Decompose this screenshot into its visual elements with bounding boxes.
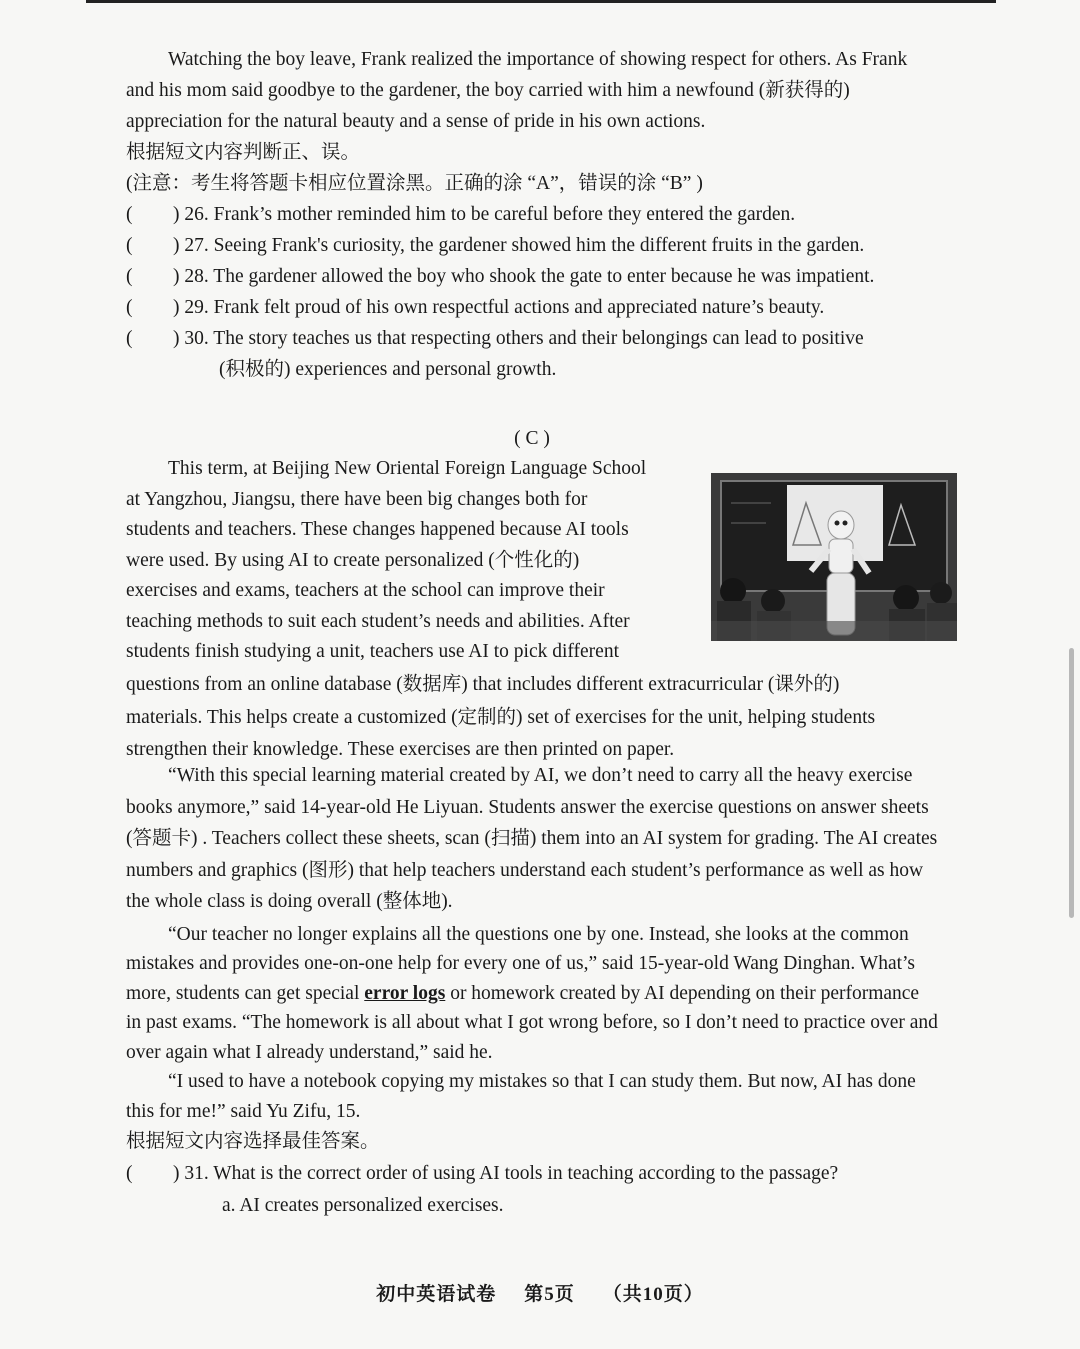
answer-blank: ( bbox=[126, 297, 133, 318]
question-number: 28. bbox=[184, 266, 209, 287]
question-29: ( ) 29. Frank felt proud of his own respectful actions and appreciated nature’s beauty. bbox=[126, 292, 938, 323]
answer-blank: ( bbox=[126, 204, 133, 225]
question-text: The gardener allowed the boy who shook the gate to enter because he was impatient. bbox=[213, 266, 875, 287]
p3-text-after: or homework created by AI depending on their performance in past exams. “The homework is all about what I got wrong before, so I don’t need to practice over and over again what I already understand,” said he. bbox=[126, 982, 938, 1063]
answer-blank: ( bbox=[126, 1163, 133, 1184]
footer-page: 第5页 bbox=[524, 1284, 575, 1305]
answer-blank: ( bbox=[126, 266, 133, 287]
p1-line: exercises and exams, teachers at the school can improve their bbox=[126, 580, 605, 601]
question-text: Seeing Frank's curiosity, the gardener showed him the different fruits in the garden. bbox=[213, 235, 865, 256]
question-26: ( ) 26. Frank’s mother reminded him to be careful before they entered the garden. bbox=[126, 199, 938, 230]
question-30: ( ) 30. The story teaches us that respecting others and their belongings can lead to positive bbox=[126, 323, 938, 354]
footer-total: （共10页） bbox=[602, 1284, 704, 1305]
p1-line: teaching methods to suit each student’s needs and abilities. After bbox=[126, 610, 630, 632]
part-c-instruction: 根据短文内容选择最佳答案。 bbox=[126, 1131, 380, 1152]
question-number: 26. bbox=[184, 204, 209, 225]
question-number: 27. bbox=[184, 235, 209, 256]
part-c-paragraph-4: “I used to have a notebook copying my mistakes so that I can study them. But now, AI has done this for me!” said Yu Zifu, 15. bbox=[126, 1071, 916, 1122]
p1-line: materials. This helps create a customized (定制的) set of exercises for the unit, helping students bbox=[126, 706, 876, 728]
part-b-section bbox=[126, 44, 938, 385]
question-28: ( ) 28. The gardener allowed the boy who shook the gate to enter because he was impatient. bbox=[126, 261, 938, 292]
question-number: 30. bbox=[184, 328, 209, 349]
part-c-heading: ( C ) bbox=[514, 428, 550, 449]
answer-blank: ( bbox=[126, 328, 133, 349]
part-b-note: (注意：考生将答题卡相应位置涂黑。正确的涂 “A”，错误的涂 “B” ) bbox=[126, 173, 703, 194]
p1-line: were used. By using AI to create personalized (个性化的) bbox=[126, 549, 580, 571]
part-c-rest bbox=[126, 760, 938, 1221]
footer-title: 初中英语试卷 bbox=[376, 1284, 497, 1305]
scrollbar-thumb[interactable] bbox=[1069, 648, 1074, 918]
part-c-paragraph-3 bbox=[126, 920, 938, 1068]
question-number: 31. bbox=[184, 1163, 209, 1184]
top-rule bbox=[86, 0, 996, 3]
error-logs-term: error logs bbox=[364, 982, 446, 1004]
part-c-paragraph-2: “With this special learning material created by AI, we don’t need to carry all the heavy exercise books anymore,” said 14-year-old He Liyuan. Students answer the exercise questions on answer sheets (答题卡) . Teachers collect these sheets, scan (扫描) them into an AI system for grading. The AI creates numbers and graphics (图形) that help teachers understand each student’s performance as well as how the whole class is doing overall (整体地). bbox=[126, 765, 938, 912]
question-number: 29. bbox=[184, 297, 209, 318]
part-c-heading-wrap bbox=[126, 423, 938, 454]
question-text: Frank’s mother reminded him to be careful before they entered the garden. bbox=[213, 204, 796, 225]
p1-line: This term, at Beijing New Oriental Foreign Language School bbox=[168, 458, 647, 479]
p3-text-before: “Our teacher no longer explains all the questions one by one. Instead, she looks at the common mistakes and provides one-on-one help for every one of us,” said 15-year-old Wang Dinghan. What’s more, students can get special bbox=[126, 923, 916, 1004]
page-footer bbox=[0, 1279, 1080, 1306]
p1-line: students finish studying a unit, teachers use AI to pick different bbox=[126, 641, 620, 662]
p1-line: at Yangzhou, Jiangsu, there have been big changes both for bbox=[126, 488, 588, 510]
question-30-continuation: (积极的) experiences and personal growth. bbox=[219, 359, 557, 380]
part-b-paragraph: Watching the boy leave, Frank realized the importance of showing respect for others. As Frank and his mom said goodbye to the gardener, the boy carried with him a newfound (新获得的) appreciation for the natural beauty and a sense of pride in his own actions. bbox=[126, 49, 908, 132]
classroom-illustration bbox=[711, 473, 957, 641]
question-31: ( ) 31. What is the correct order of using AI tools in teaching according to the passage? bbox=[126, 1158, 938, 1190]
p1-line: questions from an online database (数据库) that includes different extracurricular (课外的) bbox=[126, 673, 840, 695]
question-31-option-a: a. AI creates personalized exercises. bbox=[222, 1195, 504, 1216]
answer-blank: ( bbox=[126, 235, 133, 256]
question-text: Frank felt proud of his own respectful actions and appreciated nature’s beauty. bbox=[213, 297, 825, 318]
part-b-instruction: 根据短文内容判断正、误。 bbox=[126, 142, 361, 163]
question-text: The story teaches us that respecting others and their belongings can lead to positive bbox=[213, 328, 864, 349]
question-text: What is the correct order of using AI tools in teaching according to the passage? bbox=[213, 1163, 839, 1184]
p1-line: strengthen their knowledge. These exercises are then printed on paper. bbox=[126, 738, 675, 760]
question-27: ( ) 27. Seeing Frank's curiosity, the gardener showed him the different fruits in the garden. bbox=[126, 230, 938, 261]
classroom-robot-photo bbox=[711, 473, 957, 641]
p1-line: students and teachers. These changes happened because AI tools bbox=[126, 519, 629, 540]
